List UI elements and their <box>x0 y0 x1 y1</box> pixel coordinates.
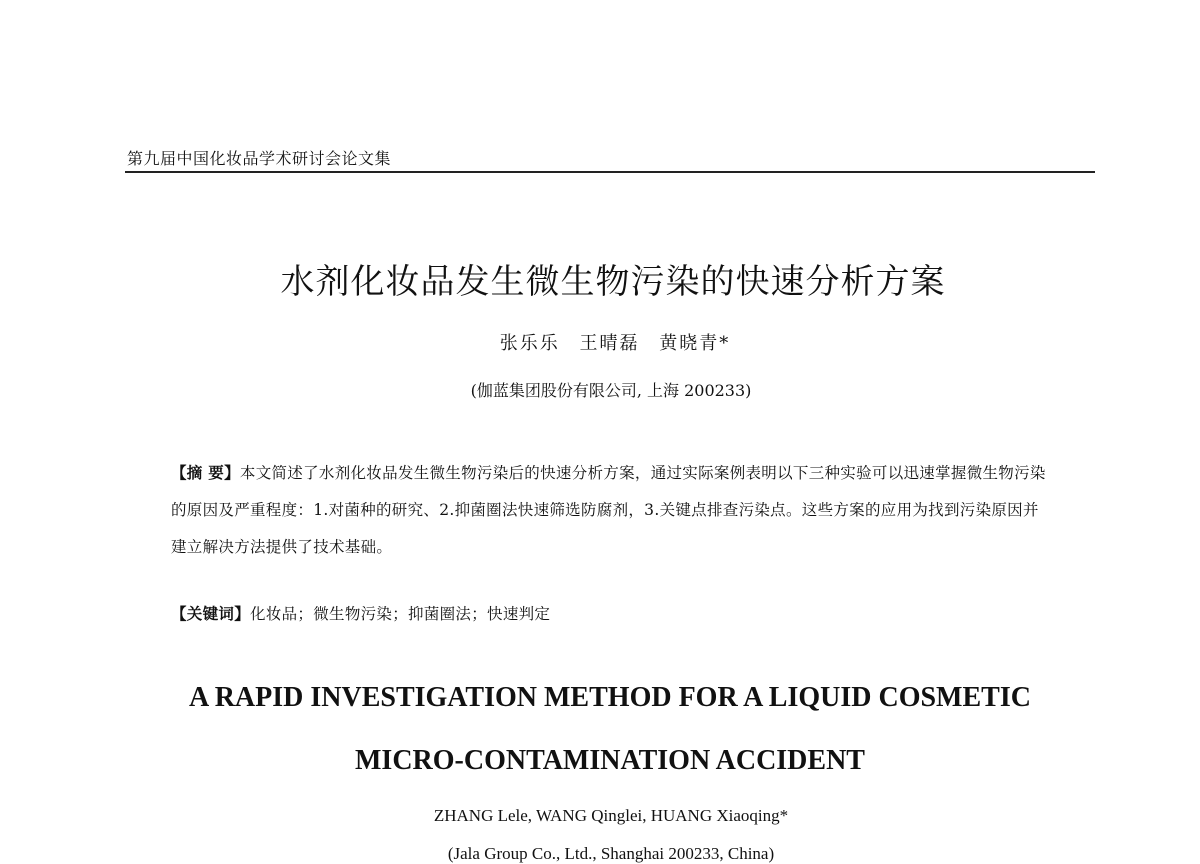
keywords-label: 【关键词】 <box>171 605 251 623</box>
abstract-text: 本文简述了水剂化妆品发生微生物污染后的快速分析方案，通过实际案例表明以下三种实验可以迅速掌握微生物污染的原因及严重程度：1.对菌种的研究、2.抑菌圈法快速筛选防腐剂，3.关键点排查污染点。这些方案的应用为找到污染原因并建立解决方法提供了技术基础。 <box>171 464 1046 556</box>
abstract-label: 【摘 要】 <box>171 464 240 482</box>
affiliation-english: (Jala Group Co., Ltd., Shanghai 200233, China) <box>447 844 775 863</box>
authors-english: ZHANG Lele, WANG Qinglei, HUANG Xiaoqing* <box>433 806 789 825</box>
keywords-line <box>171 602 1051 624</box>
header-rule <box>125 171 1095 173</box>
title-chinese: 水剂化妆品发生微生物污染的快速分析方案 <box>280 262 946 302</box>
title-english-line-1: A RAPID INVESTIGATION METHOD FOR A LIQUID COSMETIC <box>189 682 1031 713</box>
title-english-line-2: MICRO-CONTAMINATION ACCIDENT <box>355 745 865 776</box>
abstract-paragraph <box>171 455 1051 566</box>
affiliation-chinese: (伽蓝集团股份有限公司, 上海 200233) <box>470 381 752 400</box>
authors-chinese: 张乐乐 王晴磊 黄晓青* <box>499 333 731 354</box>
running-header: 第九届中国化妆品学术研讨会论文集 <box>127 149 392 168</box>
keywords-text: 化妆品；微生物污染；抑菌圈法；快速判定 <box>250 605 551 623</box>
